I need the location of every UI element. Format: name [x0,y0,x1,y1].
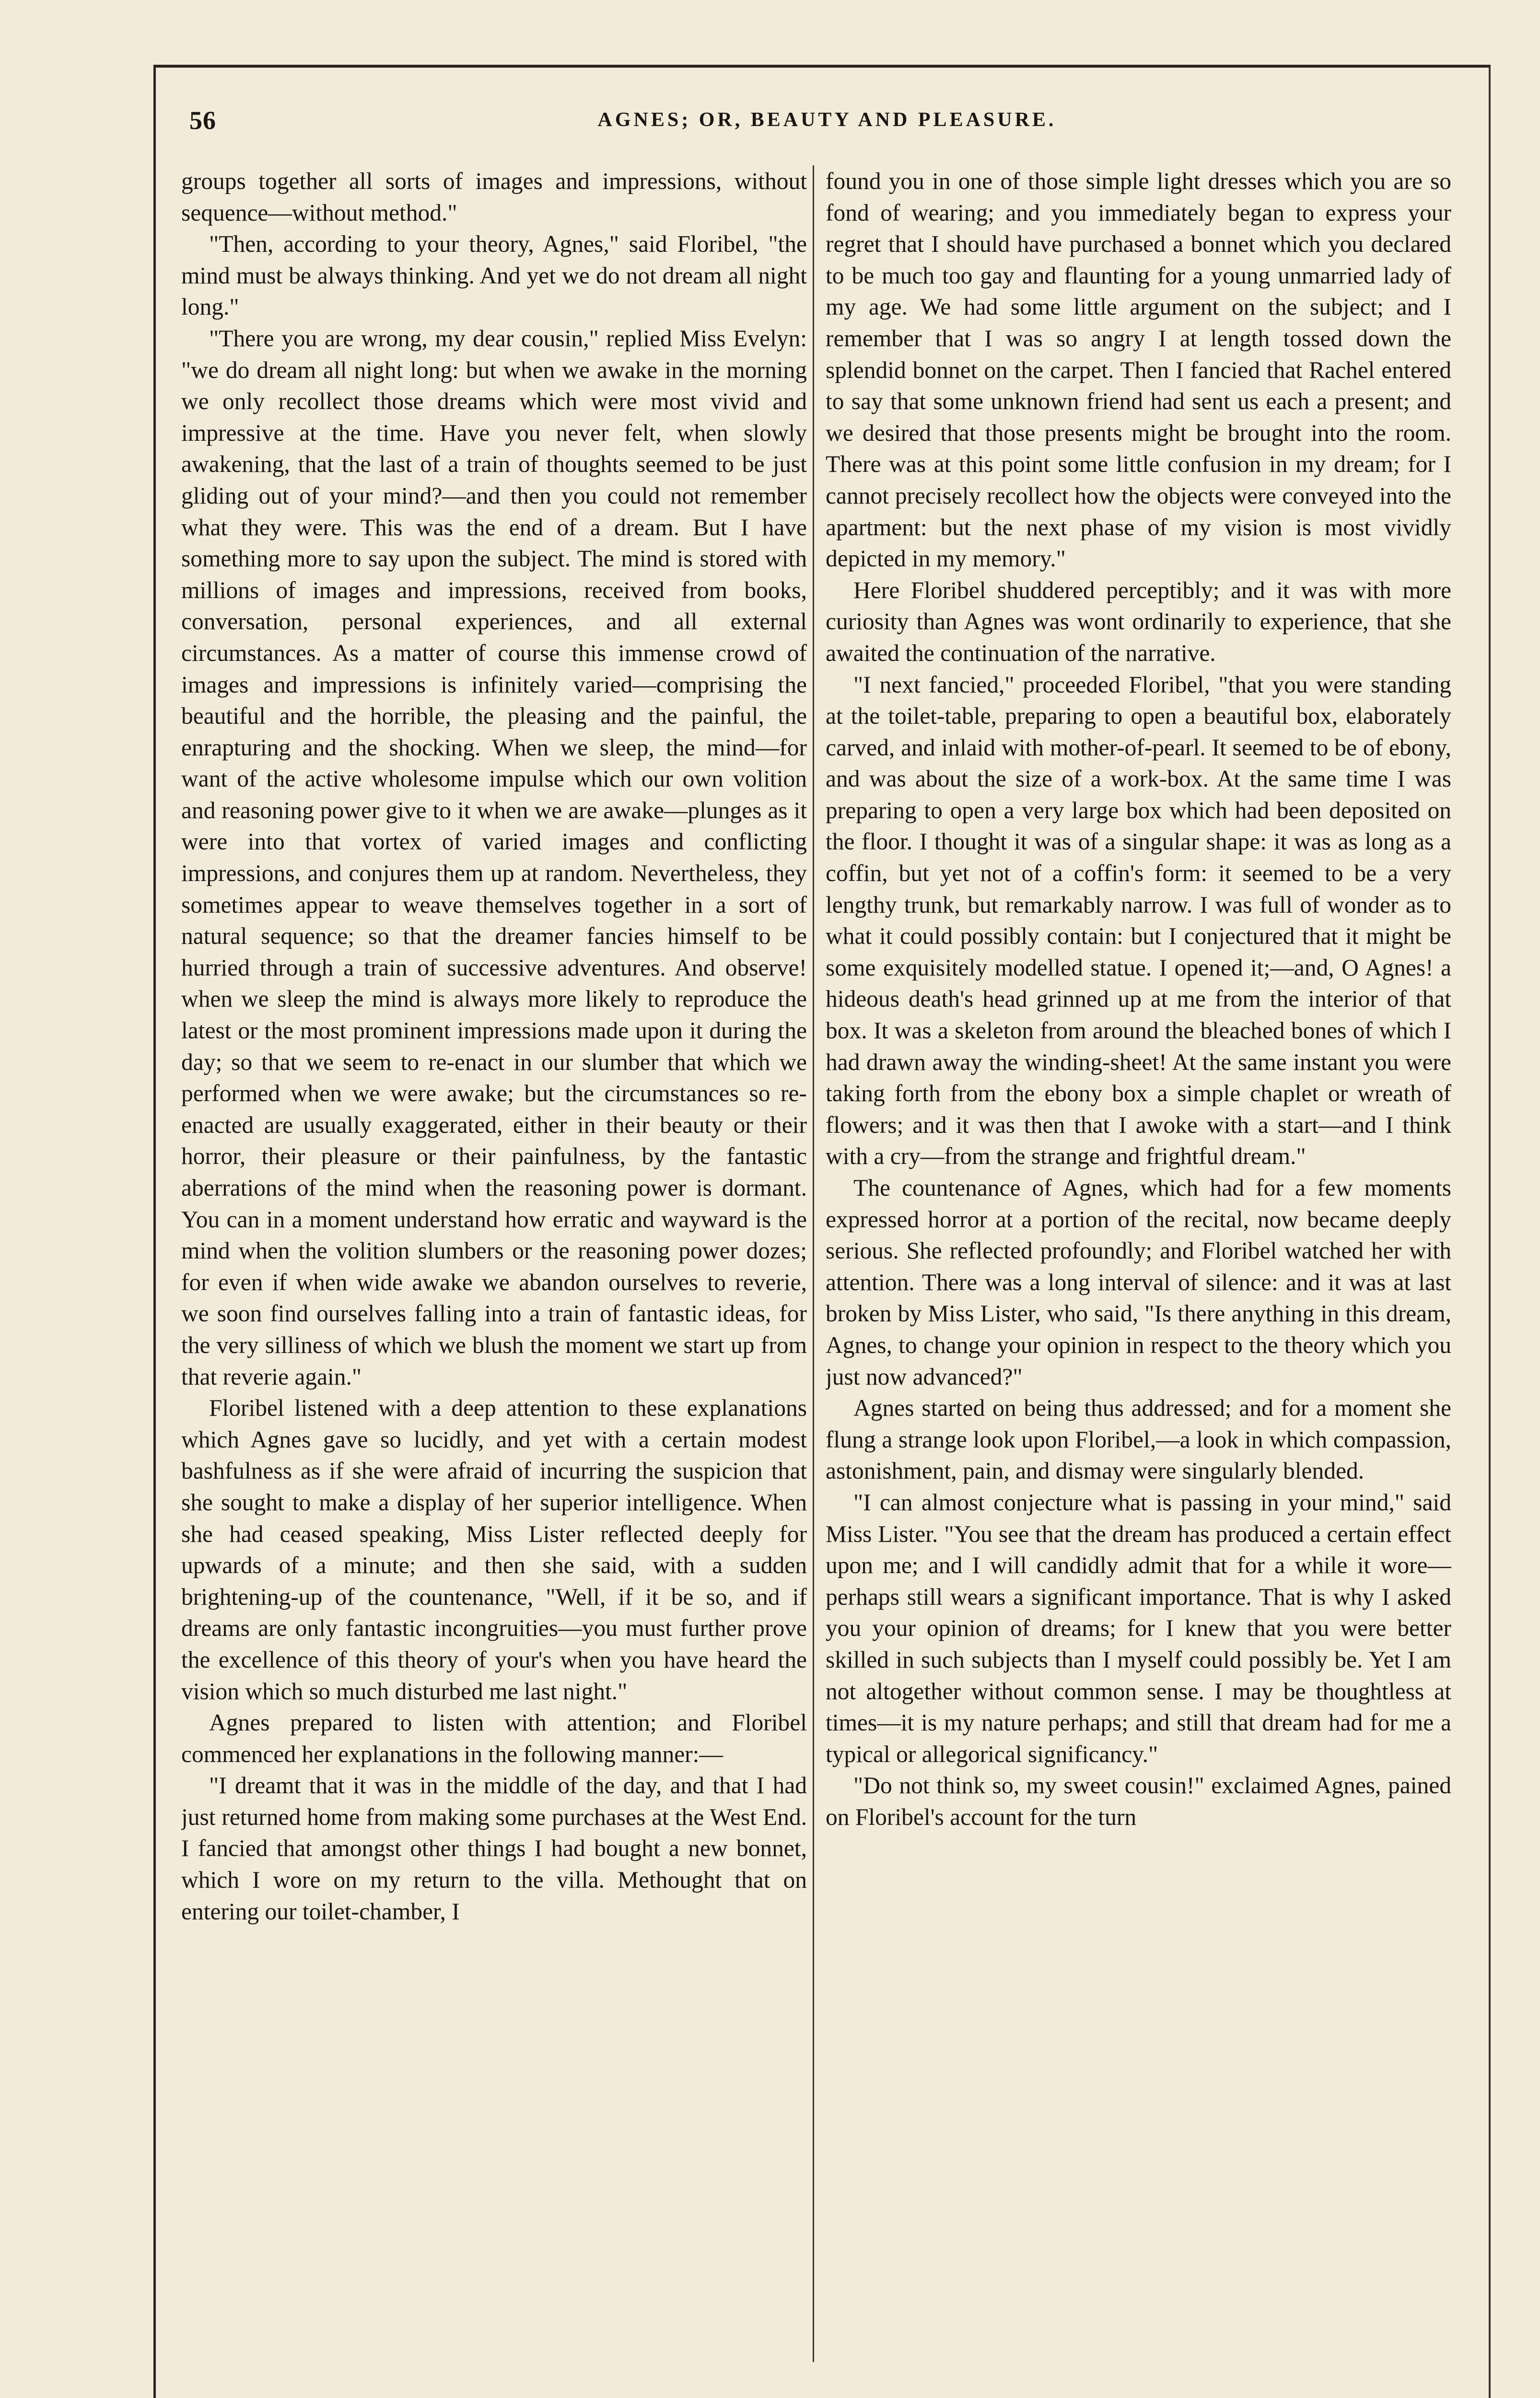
paragraph: The countenance of Agnes, which had for a few moments expressed horror at a portion of the recital, now became deeply serious. She reflected profoundly; and Floribel watched her with attention. There was a long interval of silence: and it was at last broken by Miss Lister, who said, "Is there anything in this dream, Agnes, to change your opinion in respect to the theory which you just now advanced?" [826,1175,1451,1390]
paragraph: "There you are wrong, my dear cousin," replied Miss Evelyn: "we do dream all night long: but when we awake in the morning we only recollect those dreams which were most vivid and impressive at the time. Have you never felt, when slowly awakening, that the last of a train of thoughts seemed to be just gliding out of your mind?—and then you could not remember what they were. This was the end of a dream. But I have something more to say upon the subject. The mind is stored with millions of images and impressions, received from books, conversation, personal experiences, and all external circumstances. As a matter of course this immense crowd of images and impressions is infinitely varied—comprising the beautiful and the horrible, the pleasing and the painful, the enrapturing and the shocking. When we sleep, the mind—for want of the active wholesome impulse which our own volition and reasoning power give to it when we are awake—plunges as it were into that vortex of varied images and conflicting impressions, and conjures them up at random. Nevertheless, they sometimes appear to weave themselves together in a sort of natural sequence; so that the dreamer fancies himself to be hurried through a train of successive adventures. And observe! when we sleep the mind is always more likely to reproduce the latest or the most prominent impressions made upon it during the day; so that we seem to re-enact in our slumber that which we performed when we were awake; but the circumstances so re-enacted are usually exaggerated, either in their beauty or their horror, their pleasure or their painfulness, by the fantastic aberrations of the mind when the reasoning power is dormant. You can in a moment understand how erratic and wayward is the mind when the volition slumbers or the reasoning power dozes; for even if when wide awake we abandon ourselves to reverie, we soon find ourselves falling into a train of fantastic ideas, for the very silliness of which we blush the moment we start up from that reverie again." [181,325,807,1390]
paragraph: Agnes prepared to listen with attention; and Floribel commenced her explanations in the following manner:— [181,1709,807,1767]
column-divider [813,165,814,2362]
paragraph: found you in one of those simple light dresses which you are so fond of wearing; and you immediately began to express your regret that I should have purchased a bonnet which you declared to be much too gay and flaunting for a young unmarried lady of my age. We had some little argument on the subject; and I remember that I was so angry I at length tossed down the splendid bonnet on the carpet. Then I fancied that Rachel entered to say that some unknown friend had sent us each a present; and we desired that those presents might be brought into the room. There was at this point some little confusion in my dream; for I cannot precisely recollect how the objects were conveyed into the apartment: but the next phase of my vision is most vividly depicted in my memory." [826,168,1451,572]
page-number: 56 [189,106,216,135]
paragraph: "I can almost conjecture what is passing in your mind," said Miss Lister. "You see that the dream has produced a certain effect upon me; and I will candidly admit that for a while it wore—perhaps still wears a significant importance. That is why I asked you your opinion of dreams; for I knew that you were better skilled in such subjects than I myself could possibly be. Yet I am not altogether without common sense. I may be thoughtless at times—it is my nature perhaps; and still that dream had for me a typical or allegorical significancy." [826,1489,1451,1767]
paragraph: Agnes started on being thus addressed; and for a moment she flung a strange look upon Floribel,—a look in which compassion, astonishment, pain, and dismay were singularly blended. [826,1395,1451,1484]
paragraph: "I dreamt that it was in the middle of the day, and that I had just returned home from making some purchases at the West End. I fancied that amongst other things I had bought a new bonnet, which I wore on my return to the villa. Methought that on entering our toilet-chamber, I [181,1772,807,1925]
paragraph: Here Floribel shuddered perceptibly; and it was with more curiosity than Agnes was wont ordinarily to experience, that she awaited the continuation of the narrative. [826,576,1451,666]
left-column [181,165,807,2352]
paragraph: "Then, according to your theory, Agnes," said Floribel, "the mind must be always thinking. And yet we do not dream all night long." [181,231,807,320]
right-column [826,165,1451,2352]
paragraph: Floribel listened with a deep attention to these explanations which Agnes gave so lucidly, and yet with a certain modest bashfulness as if she were afraid of incurring the suspicion that she sought to make a display of her superior intelligence. When she had ceased speaking, Miss Lister reflected deeply for upwards of a minute; and then she said, with a sudden brightening-up of the countenance, "Well, if it be so, and if dreams are only fantastic incongruities—you must further prove the excellence of this theory of your's when you have heard the vision which so much disturbed me last night." [181,1395,807,1704]
paragraph: groups together all sorts of images and impressions, without sequence—without method." [181,168,807,226]
paragraph: "Do not think so, my sweet cousin!" exclaimed Agnes, pained on Floribel's account for the turn [826,1772,1451,1830]
running-title: AGNES; OR, BEAUTY AND PLEASURE. [597,109,1057,131]
running-head [189,106,1465,144]
paragraph: "I next fancied," proceeded Floribel, "that you were standing at the toilet-table, preparing to open a beautiful box, elaborately carved, and inlaid with mother-of-pearl. It seemed to be of ebony, and was about the size of a work-box. At the same time I was preparing to open a very large box which had been deposited on the floor. I thought it was of a singular shape: it was as long as a coffin, but yet not of a coffin's form: it seemed to be a very lengthy trunk, but remarkably narrow. I was full of wonder as to what it could possibly contain: but I conjectured that it might be some exquisitely modelled statue. I opened it;—and, O Agnes! a hideous death's head grinned up at me from the interior of that box. It was a skeleton from around the bleached bones of which I had drawn away the winding-sheet! At the same instant you were taking forth from the ebony box a simple chaplet or wreath of flowers; and it was then that I awoke with a start—and I think with a cry—from the strange and frightful dream." [826,671,1451,1170]
